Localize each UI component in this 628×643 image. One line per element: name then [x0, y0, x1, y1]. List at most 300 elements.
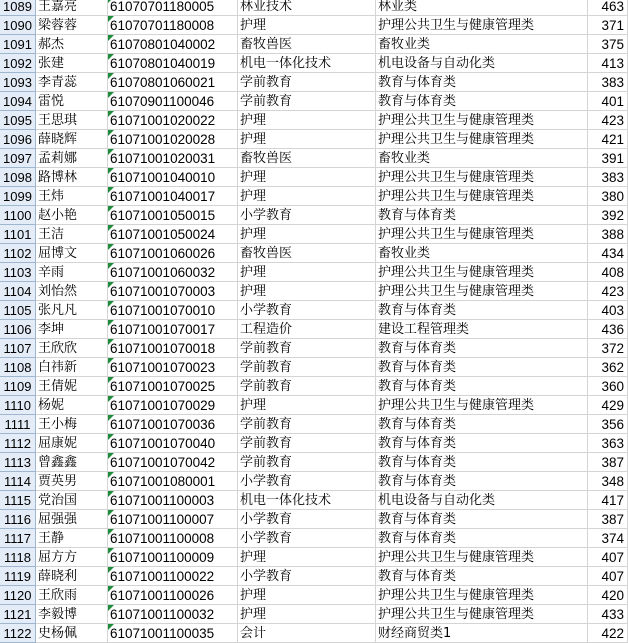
row-header[interactable] — [0, 320, 36, 339]
cell-name[interactable] — [36, 453, 108, 472]
green-triangle-icon — [108, 244, 114, 250]
cell-major[interactable] — [238, 586, 376, 605]
cell-exam-code[interactable] — [108, 263, 238, 282]
cell-major-text: 学前教育 — [240, 75, 293, 90]
cell-score-text: 407 — [601, 569, 624, 584]
cell-category[interactable] — [376, 434, 588, 453]
cell-major-text: 护理 — [240, 189, 267, 204]
row-header-text: 1094 — [3, 94, 32, 109]
cell-major[interactable] — [238, 92, 376, 111]
cell-score[interactable] — [588, 415, 628, 434]
cell-score-text: 391 — [601, 151, 624, 166]
cell-score[interactable] — [588, 92, 628, 111]
cell-name-text: 王静 — [38, 531, 65, 546]
green-triangle-icon — [108, 35, 114, 41]
cell-name[interactable] — [36, 605, 108, 624]
cell-name-text: 李坤 — [38, 322, 65, 337]
cell-exam-code[interactable] — [108, 510, 238, 529]
table-row — [0, 624, 628, 643]
cell-category[interactable] — [376, 529, 588, 548]
cell-major[interactable] — [238, 263, 376, 282]
cell-major[interactable] — [238, 567, 376, 586]
table-row — [0, 605, 628, 624]
cell-category[interactable] — [376, 624, 588, 643]
cell-major[interactable] — [238, 605, 376, 624]
row-header-text: 1092 — [3, 56, 32, 71]
row-header-text: 1101 — [3, 227, 32, 242]
cell-name-text: 李青蕊 — [38, 75, 78, 90]
cell-name[interactable] — [36, 377, 108, 396]
cell-category[interactable] — [376, 510, 588, 529]
cell-category[interactable] — [376, 149, 588, 168]
cell-major[interactable] — [238, 415, 376, 434]
cell-major-text: 护理 — [240, 132, 267, 147]
cell-name-text: 王嘉亮 — [38, 0, 78, 14]
table-row — [0, 16, 628, 35]
cell-category-text: 护理公共卫生与健康管理类 — [378, 588, 535, 603]
cell-exam-code[interactable] — [108, 54, 238, 73]
cell-name-text: 屈博文 — [38, 246, 78, 261]
cell-score[interactable] — [588, 358, 628, 377]
cell-exam-code[interactable] — [108, 73, 238, 92]
row-header-text: 1090 — [3, 18, 32, 33]
table-row — [0, 0, 628, 16]
cell-name-text: 张建 — [38, 56, 65, 71]
cell-exam-code-text: 61071001070023 — [110, 360, 216, 375]
row-header-text: 1107 — [3, 341, 32, 356]
row-header[interactable] — [0, 282, 36, 301]
cell-category[interactable] — [376, 358, 588, 377]
cell-score[interactable] — [588, 510, 628, 529]
row-header[interactable] — [0, 16, 36, 35]
green-triangle-icon — [108, 149, 114, 155]
cell-category[interactable] — [376, 130, 588, 149]
cell-name-text: 曾鑫鑫 — [38, 455, 78, 470]
cell-category[interactable] — [376, 206, 588, 225]
cell-major[interactable] — [238, 453, 376, 472]
cell-name[interactable] — [36, 358, 108, 377]
row-header[interactable] — [0, 434, 36, 453]
cell-score[interactable] — [588, 491, 628, 510]
cell-category[interactable] — [376, 586, 588, 605]
cell-major[interactable] — [238, 35, 376, 54]
row-header[interactable] — [0, 111, 36, 130]
cell-score[interactable] — [588, 168, 628, 187]
row-header[interactable] — [0, 339, 36, 358]
cell-major[interactable] — [238, 206, 376, 225]
cell-category[interactable] — [376, 472, 588, 491]
cell-name[interactable] — [36, 586, 108, 605]
table-row — [0, 130, 628, 149]
cell-exam-code[interactable] — [108, 35, 238, 54]
cell-major-text: 学前教育 — [240, 455, 293, 470]
cell-name[interactable] — [36, 111, 108, 130]
cell-category[interactable] — [376, 282, 588, 301]
cell-score[interactable] — [588, 206, 628, 225]
row-header[interactable] — [0, 396, 36, 415]
table-row — [0, 491, 628, 510]
cell-score[interactable] — [588, 320, 628, 339]
cell-category[interactable] — [376, 111, 588, 130]
green-triangle-icon — [108, 73, 114, 79]
cell-major[interactable] — [238, 339, 376, 358]
cell-category[interactable] — [376, 415, 588, 434]
cell-category-text: 护理公共卫生与健康管理类 — [378, 18, 535, 33]
cell-name[interactable] — [36, 187, 108, 206]
cell-score[interactable] — [588, 529, 628, 548]
cell-exam-code-text: 61071001060026 — [110, 246, 216, 261]
table-row — [0, 529, 628, 548]
cell-major[interactable] — [238, 358, 376, 377]
cell-category[interactable] — [376, 548, 588, 567]
cell-exam-code[interactable] — [108, 605, 238, 624]
cell-score[interactable] — [588, 396, 628, 415]
cell-major[interactable] — [238, 548, 376, 567]
cell-category[interactable] — [376, 605, 588, 624]
green-triangle-icon — [108, 453, 114, 459]
cell-category-text: 护理公共卫生与健康管理类 — [378, 550, 535, 565]
cell-exam-code[interactable] — [108, 491, 238, 510]
cell-score[interactable] — [588, 548, 628, 567]
cell-exam-code[interactable] — [108, 149, 238, 168]
cell-category[interactable] — [376, 187, 588, 206]
row-header[interactable] — [0, 377, 36, 396]
cell-score[interactable] — [588, 624, 628, 643]
row-header-text: 1109 — [3, 379, 32, 394]
cell-name[interactable] — [36, 472, 108, 491]
cell-exam-code[interactable] — [108, 16, 238, 35]
cell-name[interactable] — [36, 92, 108, 111]
cell-score-text: 417 — [601, 493, 624, 508]
row-header[interactable] — [0, 586, 36, 605]
cell-major[interactable] — [238, 301, 376, 320]
cell-category[interactable] — [376, 225, 588, 244]
cell-major[interactable] — [238, 624, 376, 643]
cell-major[interactable] — [238, 244, 376, 263]
cell-exam-code[interactable] — [108, 529, 238, 548]
cell-name[interactable] — [36, 434, 108, 453]
cell-major-text: 小学教育 — [240, 208, 293, 223]
cell-major[interactable] — [238, 73, 376, 92]
row-header[interactable] — [0, 73, 36, 92]
cell-exam-code[interactable] — [108, 244, 238, 263]
cell-name[interactable] — [36, 491, 108, 510]
cell-score[interactable] — [588, 453, 628, 472]
cell-category[interactable] — [376, 0, 588, 16]
row-header[interactable] — [0, 168, 36, 187]
cell-score[interactable] — [588, 16, 628, 35]
cell-name[interactable] — [36, 624, 108, 643]
row-header[interactable] — [0, 187, 36, 206]
green-triangle-icon — [108, 54, 114, 60]
cell-score[interactable] — [588, 225, 628, 244]
cell-exam-code-text: 61071001080001 — [110, 474, 216, 489]
cell-major[interactable] — [238, 529, 376, 548]
cell-major[interactable] — [238, 130, 376, 149]
cell-category[interactable] — [376, 377, 588, 396]
cell-major[interactable] — [238, 472, 376, 491]
row-header[interactable] — [0, 225, 36, 244]
table-row — [0, 567, 628, 586]
cell-major[interactable] — [238, 282, 376, 301]
cell-name[interactable] — [36, 548, 108, 567]
cell-major[interactable] — [238, 168, 376, 187]
row-header[interactable] — [0, 510, 36, 529]
cell-score-text: 383 — [601, 170, 624, 185]
cell-major[interactable] — [238, 434, 376, 453]
cell-category[interactable] — [376, 339, 588, 358]
cell-major[interactable] — [238, 510, 376, 529]
table-row — [0, 396, 628, 415]
cell-score[interactable] — [588, 472, 628, 491]
cell-exam-code[interactable] — [108, 111, 238, 130]
cell-category[interactable] — [376, 16, 588, 35]
row-header-text: 1108 — [3, 360, 32, 375]
table-row — [0, 586, 628, 605]
cell-exam-code[interactable] — [108, 0, 238, 16]
cell-score[interactable] — [588, 35, 628, 54]
green-triangle-icon — [108, 225, 114, 231]
cell-category[interactable] — [376, 263, 588, 282]
table-row — [0, 263, 628, 282]
row-header[interactable] — [0, 548, 36, 567]
cell-score[interactable] — [588, 282, 628, 301]
row-header-text: 1106 — [3, 322, 32, 337]
cell-major[interactable] — [238, 320, 376, 339]
cell-major[interactable] — [238, 111, 376, 130]
cell-score[interactable] — [588, 187, 628, 206]
cell-category-text: 机电设备与自动化类 — [378, 56, 496, 71]
cell-exam-code[interactable] — [108, 339, 238, 358]
cell-name[interactable] — [36, 225, 108, 244]
cell-exam-code[interactable] — [108, 358, 238, 377]
cell-category[interactable] — [376, 54, 588, 73]
cell-exam-code-text: 61071001100009 — [110, 550, 215, 565]
cell-exam-code[interactable] — [108, 434, 238, 453]
cell-name[interactable] — [36, 320, 108, 339]
cell-exam-code-text: 61071001100032 — [110, 607, 215, 622]
cell-major-text: 学前教育 — [240, 360, 293, 375]
cell-score-text: 392 — [601, 208, 624, 223]
cell-score[interactable] — [588, 0, 628, 16]
cell-name[interactable] — [36, 206, 108, 225]
cell-score-text: 371 — [601, 18, 624, 33]
cell-exam-code[interactable] — [108, 320, 238, 339]
table-row — [0, 415, 628, 434]
cell-exam-code[interactable] — [108, 586, 238, 605]
cell-name[interactable] — [36, 244, 108, 263]
cell-major[interactable] — [238, 396, 376, 415]
cell-major[interactable] — [238, 54, 376, 73]
cell-score[interactable] — [588, 111, 628, 130]
cell-score-text: 434 — [601, 246, 624, 261]
cell-name-text: 王欣雨 — [38, 588, 78, 603]
cell-exam-code[interactable] — [108, 548, 238, 567]
cell-major[interactable] — [238, 0, 376, 16]
row-header[interactable] — [0, 130, 36, 149]
cell-score-text: 429 — [601, 398, 624, 413]
cell-major-text: 学前教育 — [240, 379, 293, 394]
row-header[interactable] — [0, 605, 36, 624]
row-header[interactable] — [0, 415, 36, 434]
cell-exam-code[interactable] — [108, 567, 238, 586]
green-triangle-icon — [108, 491, 114, 497]
cell-exam-code[interactable] — [108, 396, 238, 415]
cell-exam-code[interactable] — [108, 168, 238, 187]
cell-name[interactable] — [36, 301, 108, 320]
cell-name[interactable] — [36, 396, 108, 415]
cell-exam-code-text: 61070901100046 — [110, 94, 215, 109]
cell-name-text: 王思琪 — [38, 113, 78, 128]
cell-name[interactable] — [36, 339, 108, 358]
cell-category-text: 教育与体育类 — [378, 94, 457, 109]
cell-exam-code-text: 61071001060032 — [110, 265, 216, 280]
cell-name[interactable] — [36, 263, 108, 282]
cell-name[interactable] — [36, 415, 108, 434]
row-header[interactable] — [0, 491, 36, 510]
cell-score[interactable] — [588, 263, 628, 282]
cell-score-text: 372 — [601, 341, 624, 356]
cell-category[interactable] — [376, 73, 588, 92]
cell-major-text: 畜牧兽医 — [240, 151, 293, 166]
cell-name[interactable] — [36, 510, 108, 529]
cell-major[interactable] — [238, 16, 376, 35]
cell-exam-code[interactable] — [108, 187, 238, 206]
cell-score[interactable] — [588, 54, 628, 73]
row-header-text: 1100 — [3, 208, 32, 223]
cell-name-text: 薛晓利 — [38, 569, 78, 584]
cell-category[interactable] — [376, 396, 588, 415]
cell-name[interactable] — [36, 567, 108, 586]
cell-name[interactable] — [36, 168, 108, 187]
row-header[interactable] — [0, 529, 36, 548]
row-header[interactable] — [0, 35, 36, 54]
cell-category[interactable] — [376, 301, 588, 320]
cell-name-text: 党治国 — [38, 493, 78, 508]
cell-name[interactable] — [36, 282, 108, 301]
row-header-text: 1119 — [4, 569, 31, 584]
row-header[interactable] — [0, 0, 36, 16]
cell-exam-code[interactable] — [108, 472, 238, 491]
cell-category-text: 教育与体育类 — [378, 455, 457, 470]
cell-exam-code[interactable] — [108, 225, 238, 244]
row-header-text: 1096 — [3, 132, 32, 147]
cell-name[interactable] — [36, 35, 108, 54]
cell-category[interactable] — [376, 453, 588, 472]
cell-exam-code[interactable] — [108, 377, 238, 396]
cell-category[interactable] — [376, 320, 588, 339]
cell-major-text: 学前教育 — [240, 436, 293, 451]
cell-score[interactable] — [588, 339, 628, 358]
cell-name[interactable] — [36, 73, 108, 92]
green-triangle-icon — [108, 92, 114, 98]
cell-category-text: 教育与体育类 — [378, 474, 457, 489]
cell-score-text: 463 — [601, 0, 624, 14]
table-row — [0, 187, 628, 206]
cell-major[interactable] — [238, 491, 376, 510]
cell-score-text: 408 — [601, 265, 624, 280]
cell-exam-code[interactable] — [108, 415, 238, 434]
cell-category-text: 畜牧业类 — [378, 246, 431, 261]
cell-name[interactable] — [36, 16, 108, 35]
cell-score[interactable] — [588, 586, 628, 605]
cell-name[interactable] — [36, 130, 108, 149]
cell-name-text: 屈康妮 — [38, 436, 78, 451]
cell-exam-code-text: 61071001070042 — [110, 455, 216, 470]
cell-exam-code[interactable] — [108, 624, 238, 643]
row-header[interactable] — [0, 206, 36, 225]
row-header[interactable] — [0, 472, 36, 491]
cell-score[interactable] — [588, 149, 628, 168]
table-row — [0, 434, 628, 453]
cell-major[interactable] — [238, 225, 376, 244]
cell-score[interactable] — [588, 377, 628, 396]
cell-major-text: 护理 — [240, 227, 267, 242]
cell-category[interactable] — [376, 35, 588, 54]
cell-score-text: 360 — [601, 379, 624, 394]
cell-exam-code[interactable] — [108, 282, 238, 301]
cell-score[interactable] — [588, 130, 628, 149]
cell-name[interactable] — [36, 54, 108, 73]
cell-exam-code[interactable] — [108, 206, 238, 225]
cell-score[interactable] — [588, 73, 628, 92]
cell-score[interactable] — [588, 605, 628, 624]
cell-name[interactable] — [36, 529, 108, 548]
cell-category[interactable] — [376, 92, 588, 111]
row-header[interactable] — [0, 624, 36, 643]
cell-score[interactable] — [588, 434, 628, 453]
green-triangle-icon — [108, 339, 114, 345]
cell-category[interactable] — [376, 567, 588, 586]
row-header[interactable] — [0, 149, 36, 168]
cell-score-text: 388 — [601, 227, 624, 242]
cell-category[interactable] — [376, 244, 588, 263]
row-header[interactable] — [0, 358, 36, 377]
cell-exam-code[interactable] — [108, 130, 238, 149]
cell-major[interactable] — [238, 187, 376, 206]
cell-score[interactable] — [588, 244, 628, 263]
cell-exam-code-text: 61071001100008 — [110, 531, 215, 546]
cell-name[interactable] — [36, 149, 108, 168]
cell-name[interactable] — [36, 0, 108, 16]
cell-exam-code[interactable] — [108, 453, 238, 472]
cell-major[interactable] — [238, 149, 376, 168]
cell-major[interactable] — [238, 377, 376, 396]
row-header[interactable] — [0, 92, 36, 111]
row-header[interactable] — [0, 244, 36, 263]
row-header[interactable] — [0, 301, 36, 320]
row-header-text: 1112 — [4, 436, 31, 451]
cell-score-text: 423 — [601, 284, 624, 299]
cell-exam-code[interactable] — [108, 301, 238, 320]
cell-exam-code[interactable] — [108, 92, 238, 111]
cell-score[interactable] — [588, 567, 628, 586]
cell-name-text: 杨妮 — [38, 398, 65, 413]
cell-exam-code-text: 61070701180005 — [110, 0, 215, 14]
table-row — [0, 548, 628, 567]
row-header[interactable] — [0, 54, 36, 73]
cell-exam-code-text: 61071001070017 — [110, 322, 216, 337]
row-header[interactable] — [0, 453, 36, 472]
row-header[interactable] — [0, 263, 36, 282]
cell-score[interactable] — [588, 301, 628, 320]
cell-score-text: 375 — [601, 37, 624, 52]
row-header[interactable] — [0, 567, 36, 586]
table-row — [0, 244, 628, 263]
cell-category[interactable] — [376, 168, 588, 187]
cell-category[interactable] — [376, 491, 588, 510]
cell-score-text: 420 — [601, 588, 624, 603]
